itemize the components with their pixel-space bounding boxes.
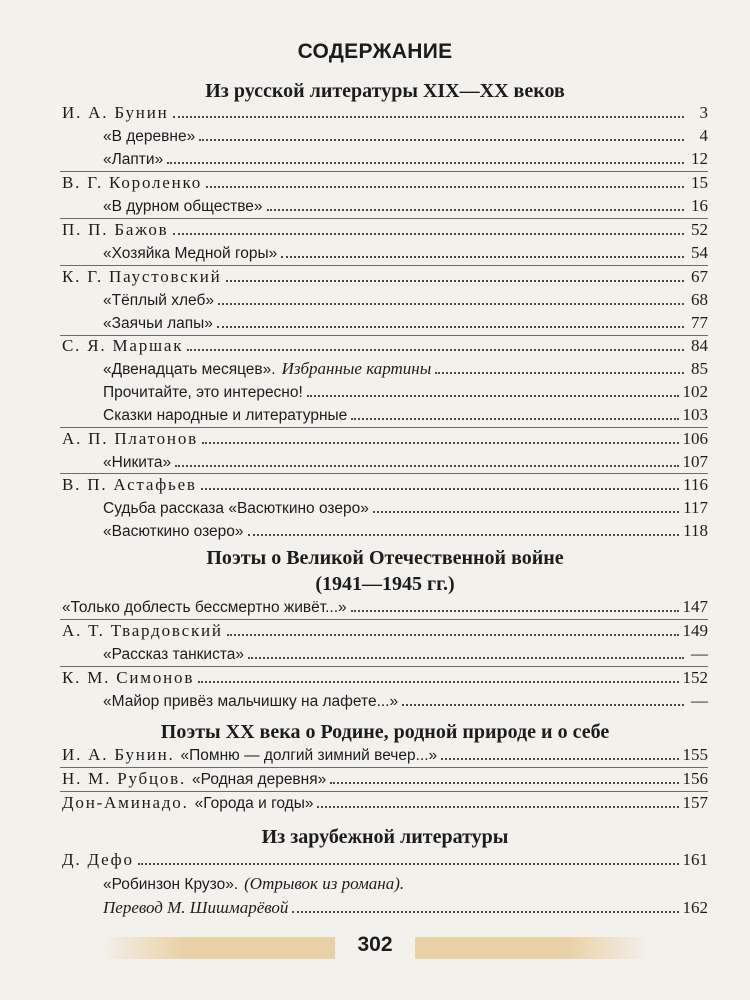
- toc-entry-sudba-rasskaza: [103, 496, 708, 518]
- dot-leader: [138, 863, 679, 865]
- toc-entry-mayor-privez: [103, 689, 708, 711]
- page-number: 156: [682, 769, 708, 788]
- dot-leader: [227, 634, 679, 636]
- footer-band-left: [100, 937, 335, 959]
- toc-entry-simonov: [62, 666, 708, 688]
- toc-entry-paustovsky: [62, 265, 708, 287]
- toc-entry-skazki: [103, 403, 708, 425]
- work-title: «Робинзон Крузо».: [103, 876, 239, 893]
- toc-entry-robinzon-kruzo: [103, 872, 708, 894]
- author-name: И. А. Бунин: [62, 103, 169, 122]
- dot-leader: [441, 758, 678, 760]
- dot-leader: [206, 186, 684, 188]
- work-title: «Тёплый хлеб»: [103, 292, 214, 309]
- toc-entry-tvardovsky: [62, 619, 708, 641]
- toc-entry-dvenadtsat-mesyatsev: [103, 357, 708, 379]
- page-number: 84: [691, 336, 708, 355]
- work-title: «Помню — долгий зимний вечер...»: [180, 747, 438, 764]
- work-title: «Хозяйка Медной горы»: [103, 245, 278, 262]
- toc-entry-astafiev: [62, 473, 708, 495]
- dot-leader: [201, 488, 679, 490]
- toc-entry-rubtsov: [62, 767, 708, 789]
- author-name: В. Г. Короленко: [62, 173, 203, 192]
- author-name: Дон-Аминадо.: [62, 793, 189, 812]
- work-subtitle: Избранные картины: [281, 359, 432, 378]
- dot-leader: [187, 349, 684, 351]
- page-number: 157: [682, 793, 708, 812]
- toc-entry-v-derevne: [103, 124, 708, 146]
- dot-leader: [226, 280, 685, 282]
- dot-leader: [248, 657, 684, 659]
- work-title: «Васюткино озеро»: [103, 523, 244, 540]
- work-title: Сказки народные и литературные: [103, 407, 348, 424]
- work-title: «Лапти»: [103, 151, 164, 168]
- page-number: 77: [691, 313, 708, 332]
- work-title: «Майор привёз мальчишку на лафете...»: [103, 693, 399, 710]
- work-title: «Заячьи лапы»: [103, 315, 213, 332]
- work-title: Прочитайте, это интересно!: [103, 384, 303, 401]
- section-heading-line2: (1941—1945 гг.): [315, 573, 455, 595]
- page-number: 3: [699, 103, 708, 122]
- toc-entry-korolenko: [62, 171, 708, 193]
- section-heading-russian-literature: Из русской литературы XIX—XX веков: [205, 80, 565, 102]
- toc-entry-rasskaz-tankista: [103, 642, 708, 664]
- dot-leader: [435, 372, 684, 374]
- author-name: Д. Дефо: [62, 850, 134, 869]
- page-number: 103: [682, 405, 708, 424]
- dot-leader: [198, 681, 678, 683]
- page-number: 147: [682, 597, 708, 616]
- page-title: СОДЕРЖАНИЕ: [297, 40, 453, 63]
- dot-leader: [173, 116, 685, 118]
- author-name: К. Г. Паустовский: [62, 267, 222, 286]
- author-name: С. Я. Маршак: [62, 336, 184, 355]
- dot-leader: [292, 911, 678, 913]
- dot-leader: [351, 610, 679, 612]
- work-title: Перевод М. Шишмарёвой: [103, 898, 289, 917]
- dot-leader: [307, 395, 679, 397]
- toc-entry-teply-khleb: [103, 288, 708, 310]
- author-name: Н. М. Рубцов.: [62, 769, 187, 788]
- author-name: К. М. Симонов: [62, 668, 195, 687]
- page-number-footer: 302: [357, 933, 393, 956]
- work-title: «В дурном обществе»: [103, 198, 263, 215]
- page-number: 162: [682, 898, 708, 917]
- toc-entry-platonov: [62, 427, 708, 449]
- toc-entry-khozyayka: [103, 241, 708, 263]
- page-number: 106: [682, 429, 708, 448]
- page-number: 161: [682, 850, 708, 869]
- dot-leader: [167, 162, 684, 164]
- dot-leader: [281, 256, 684, 258]
- page-number: 118: [683, 521, 708, 540]
- toc-entry-don-aminado: [62, 791, 708, 813]
- dot-leader: [248, 534, 680, 536]
- page-number: 54: [691, 243, 708, 262]
- toc-entry-nikita: [103, 450, 708, 472]
- work-title: «Города и годы»: [194, 795, 314, 812]
- toc-entry-v-durnom-obshchestve: [103, 194, 708, 216]
- dot-leader: [175, 465, 678, 467]
- section-heading-foreign-literature: Из зарубежной литературы: [261, 826, 509, 848]
- toc-entry-perevod: [103, 896, 708, 918]
- toc-entry-marshak: [62, 334, 708, 356]
- dot-leader: [202, 442, 679, 444]
- page-number: 68: [691, 290, 708, 309]
- dot-leader: [217, 326, 684, 328]
- work-title: Судьба рассказа «Васюткино озеро»: [103, 500, 369, 517]
- dot-leader: [267, 209, 685, 211]
- page-number: 155: [682, 745, 708, 764]
- page-number: 152: [682, 668, 708, 687]
- page-number: 116: [683, 475, 708, 494]
- work-title: «В деревне»: [103, 128, 196, 145]
- dot-leader: [317, 806, 678, 808]
- page-number: 117: [683, 498, 708, 517]
- section-heading-line1: Поэты о Великой Отечественной войне: [206, 547, 564, 569]
- dot-leader: [199, 139, 684, 141]
- dot-leader: [402, 704, 684, 706]
- work-title: «Родная деревня»: [192, 771, 327, 788]
- page-number: 12: [691, 149, 708, 168]
- toc-entry-bunin-pomnyu: [62, 743, 708, 765]
- page-number: 4: [699, 126, 708, 145]
- dot-leader: [373, 511, 679, 513]
- toc-entry-bazhov: [62, 218, 708, 240]
- page-number: 15: [691, 173, 708, 192]
- toc-entry-lapti: [103, 147, 708, 169]
- page-number: 52: [691, 220, 708, 239]
- toc-entry-defoe: [62, 848, 708, 870]
- page-number: 67: [691, 267, 708, 286]
- toc-entry-prochitayte: [103, 380, 708, 402]
- author-name: А. Т. Твардовский: [62, 621, 223, 640]
- dot-leader: [218, 303, 684, 305]
- toc-entry-tolko-doblest: [62, 595, 708, 617]
- author-name: А. П. Платонов: [62, 429, 198, 448]
- author-name: И. А. Бунин.: [62, 745, 175, 764]
- dot-leader: [173, 233, 684, 235]
- page-number: —: [691, 691, 708, 710]
- author-name: В. П. Астафьев: [62, 475, 197, 494]
- work-title: «Только доблесть бессмертно живёт...»: [62, 599, 347, 616]
- toc-entry-bunin: [62, 101, 708, 123]
- section-heading-war-poets: [60, 545, 710, 597]
- footer-band-right: [415, 937, 650, 959]
- author-name: П. П. Бажов: [62, 220, 169, 239]
- toc-entry-vasyutkino-ozero: [103, 519, 708, 541]
- work-title: «Никита»: [103, 454, 172, 471]
- section-heading-20th-century-poets: Поэты XX века о Родине, родной природе и о себе: [160, 721, 610, 743]
- work-subtitle: (Отрывок из романа).: [244, 874, 405, 893]
- page-number: 149: [682, 621, 708, 640]
- toc-entry-zayachi-lapy: [103, 311, 708, 333]
- page-number: 85: [691, 359, 708, 378]
- dot-leader: [330, 782, 678, 784]
- page-number: 107: [682, 452, 708, 471]
- page-number: 16: [691, 196, 708, 215]
- work-title: «Двенадцать месяцев».: [103, 361, 276, 378]
- dot-leader: [351, 418, 678, 420]
- page-number: —: [691, 644, 708, 663]
- work-title: «Рассказ танкиста»: [103, 646, 245, 663]
- page-number: 102: [682, 382, 708, 401]
